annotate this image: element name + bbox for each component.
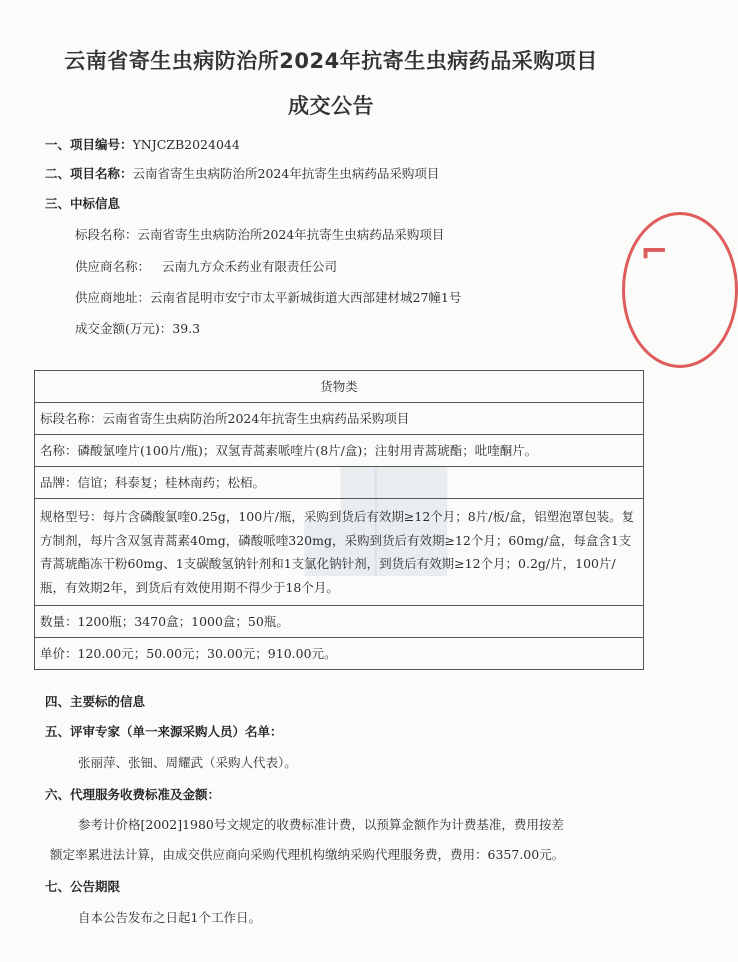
lot-name: 标段名称：云南省寄生虫病防治所2024年抗寄生虫病药品采购项目 bbox=[75, 227, 445, 242]
watermark: ▟█ bbox=[305, 468, 447, 575]
table-row bbox=[35, 499, 644, 606]
notice-period: 自本公告发布之日起1个工作日。 bbox=[78, 910, 261, 925]
goods-quantity: 数量：1200瓶；3470盒；1000盒；50瓶。 bbox=[35, 606, 644, 638]
project-number-row bbox=[45, 135, 240, 153]
goods-table bbox=[34, 370, 644, 670]
notice-title: 云南省寄生虫病防治所2024年抗寄生虫病药品采购项目 bbox=[64, 49, 598, 73]
section-2-heading: 二、项目名称： bbox=[45, 166, 133, 181]
project-name-row bbox=[45, 164, 439, 182]
table-row bbox=[35, 606, 644, 638]
section-7-heading: 七、公告期限 bbox=[45, 879, 121, 894]
official-seal-mark: ⌐ bbox=[640, 232, 669, 272]
table-row bbox=[35, 435, 644, 467]
fee-line-2: 额定率累进法计算，由成交供应商向采购代理机构缴纳采购代理服务费，费用：6357.00元。 bbox=[50, 847, 565, 862]
table-row bbox=[35, 467, 644, 499]
goods-spec: 规格型号：每片含磷酸氯喹0.25g，100片/瓶，采购到货后有效期≥12个月；8片/板/盒，铝塑泡罩包装。复方制剂，每片含双氢青蒿素40mg，磷酸哌喹320mg，采购到货后有效期≥12个月；60mg/盒，每盒含1支青蒿琥酯冻干粉60mg、1支碳酸氢钠针剂和1支氯化钠针剂，到货后有效期≥12个月；0.2g/片，100片/瓶，有效期2年，到货后有效使用期不得少于18个月。 bbox=[35, 499, 644, 606]
supplier-row bbox=[75, 257, 337, 275]
experts-list: 张丽萍、张钿、周耀武（采购人代表）。 bbox=[78, 755, 297, 770]
section-5-heading: 五、评审专家（单一来源采购人员）名单： bbox=[45, 724, 283, 739]
supplier-name: 云南九方众禾药业有限责任公司 bbox=[162, 259, 338, 274]
project-name: 云南省寄生虫病防治所2024年抗寄生虫病药品采购项目 bbox=[132, 166, 440, 181]
goods-lot: 标段名称：云南省寄生虫病防治所2024年抗寄生虫病药品采购项目 bbox=[35, 403, 644, 435]
goods-name: 名称：磷酸氯喹片(100片/瓶)；双氢青蒿素哌喹片(8片/盒)；注射用青蒿琥酯；吡喹酮片。 bbox=[35, 435, 644, 467]
section-4-heading: 四、主要标的信息 bbox=[45, 694, 146, 709]
deal-amount: 成交金额(万元)：39.3 bbox=[75, 321, 201, 336]
supplier-label: 供应商名称： bbox=[75, 259, 151, 274]
fee-line-1: 参考计价格[2002]1980号文规定的收费标准计费，以预算金额作为计费基准，费用按差 bbox=[78, 817, 564, 832]
section-1-heading: 一、项目编号： bbox=[45, 137, 133, 152]
table-row bbox=[35, 403, 644, 435]
supplier-address: 供应商地址：云南省昆明市安宁市太平新城街道大西部建材城27幢1号 bbox=[75, 290, 462, 305]
goods-unit-price: 单价：120.00元；50.00元；30.00元；910.00元。 bbox=[35, 638, 644, 670]
section-3-heading: 三、中标信息 bbox=[45, 196, 121, 211]
goods-brand: 品牌：信谊；科泰复；桂林南药；松栢。 bbox=[35, 467, 644, 499]
table-row bbox=[35, 371, 644, 403]
goods-category: 货物类 bbox=[35, 371, 644, 403]
notice-subtitle: 成交公告 bbox=[288, 94, 374, 118]
table-row bbox=[35, 638, 644, 670]
section-6-heading: 六、代理服务收费标准及金额： bbox=[45, 787, 221, 802]
project-number: YNJCZB2024044 bbox=[132, 137, 240, 152]
